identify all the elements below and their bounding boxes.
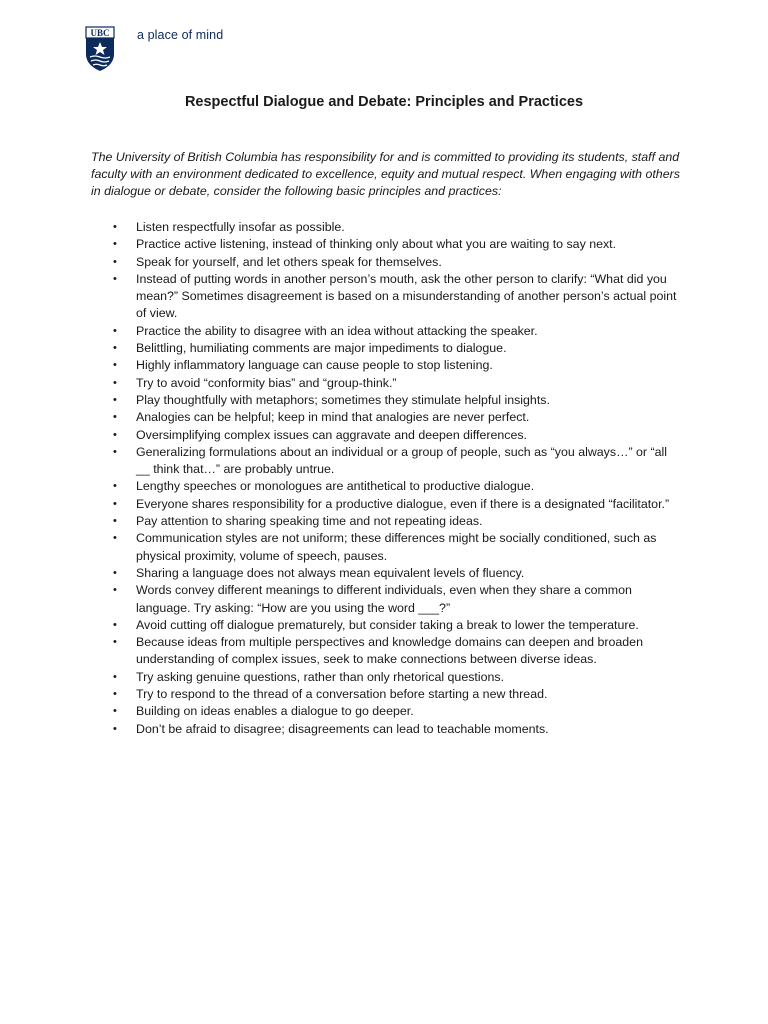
list-item-text: Words convey different meanings to different individuals, even when they share a common language. Try asking: “How are you using the word ___?” (136, 583, 632, 615)
list-item-text: Lengthy speeches or monologues are antithetical to productive dialogue. (136, 479, 535, 494)
list-item-text: Everyone shares responsibility for a productive dialogue, even if there is a designated “facilitator.” (136, 496, 670, 511)
list-item (113, 565, 683, 582)
list-item-text: Practice active listening, instead of thinking only about what you are waiting to say next. (136, 237, 617, 252)
list-item (113, 236, 683, 253)
bullet-icon: • (113, 255, 117, 268)
bullet-icon: • (113, 411, 117, 424)
list-item-text: Analogies can be helpful; keep in mind that analogies are never perfect. (136, 410, 530, 425)
ubc-crest-logo (85, 26, 115, 72)
bullet-icon: • (113, 532, 117, 545)
list-item-text: Sharing a language does not always mean equivalent levels of fluency. (136, 565, 525, 580)
list-item-text: Belittling, humiliating comments are major impediments to dialogue. (136, 341, 507, 356)
intro-paragraph: The University of British Columbia has responsibility for and is committed to providing its students, staff and faculty with an environment dedicated to excellence, equity and mutual respect. When engaging with others in dialogue or debate, consider the following basic principles and practices: (91, 150, 680, 198)
list-item (113, 617, 683, 634)
bullet-icon: • (113, 342, 117, 355)
list-item-text: Because ideas from multiple perspectives and knowledge domains can deepen and broaden understanding of complex issues, seek to make connections between diverse ideas. (136, 635, 643, 667)
list-item-text: Practice the ability to disagree with an idea without attacking the speaker. (136, 323, 538, 338)
list-item (113, 686, 683, 703)
list-item (113, 444, 683, 479)
list-item-text: Try to avoid “conformity bias” and “group-think.” (136, 375, 397, 390)
bullet-icon: • (113, 393, 117, 406)
list-item-text: Try to respond to the thread of a conversation before starting a new thread. (136, 687, 548, 702)
page-header (85, 26, 223, 72)
bullet-icon: • (113, 636, 117, 649)
list-item-text: Don’t be afraid to disagree; disagreements can lead to teachable moments. (136, 721, 549, 736)
list-item (113, 478, 683, 495)
list-item (113, 375, 683, 392)
list-item-text: Play thoughtfully with metaphors; sometimes they stimulate helpful insights. (136, 392, 550, 407)
list-item (113, 513, 683, 530)
ubc-tagline: a place of mind (137, 28, 224, 42)
bullet-icon: • (113, 618, 117, 631)
bullet-icon: • (113, 324, 117, 337)
list-item-text: Oversimplifying complex issues can aggravate and deepen differences. (136, 427, 527, 442)
list-item-text: Generalizing formulations about an individual or a group of people, such as “you always…” or “all __ think that…” are probably untrue. (136, 444, 668, 477)
list-item-text: Building on ideas enables a dialogue to go deeper. (136, 704, 414, 719)
list-item (113, 219, 683, 236)
bullet-icon: • (113, 359, 117, 372)
list-item-text: Communication styles are not uniform; these differences might be socially conditioned, such as physical proximity, volume of speech, pauses. (136, 531, 657, 563)
bullet-icon: • (113, 272, 117, 285)
list-item-text: Pay attention to sharing speaking time and not repeating ideas. (136, 514, 483, 529)
list-item-text: Try asking genuine questions, rather than only rhetorical questions. (136, 669, 505, 684)
list-item (113, 409, 683, 426)
bullet-icon: • (113, 566, 117, 579)
list-item-text: Instead of putting words in another person’s mouth, ask the other person to clarify: “What did you mean?” Sometimes disagreement is based on a misunderstanding of another person’s actual point of view. (136, 271, 677, 321)
list-item (113, 721, 683, 738)
list-item (113, 634, 683, 669)
bullet-icon: • (113, 221, 117, 233)
list-item (113, 340, 683, 357)
list-item-text: Listen respectfully insofar as possible. (136, 220, 345, 234)
bullet-icon: • (113, 705, 117, 718)
list-item-text: Speak for yourself, and let others speak for themselves. (136, 254, 442, 269)
bullet-icon: • (113, 428, 117, 441)
bullet-icon: • (113, 480, 117, 493)
list-item (113, 669, 683, 686)
bullet-icon: • (113, 670, 117, 683)
list-item (113, 392, 683, 409)
list-item-text: Highly inflammatory language can cause people to stop listening. (136, 358, 493, 373)
document-title: Respectful Dialogue and Debate: Principles and Practices (184, 94, 584, 110)
bullet-icon: • (113, 515, 117, 528)
bullet-icon: • (113, 445, 117, 458)
list-item (113, 582, 683, 617)
list-item (113, 357, 683, 374)
list-item (113, 427, 683, 444)
list-item-text: Avoid cutting off dialogue prematurely, but consider taking a break to lower the temperature. (136, 617, 639, 632)
list-item (113, 323, 683, 340)
list-item (113, 703, 683, 720)
bullet-icon: • (113, 584, 117, 597)
list-item (113, 254, 683, 271)
bullet-icon: • (113, 722, 117, 735)
bullet-icon: • (113, 497, 117, 510)
list-item (113, 271, 683, 323)
list-item (113, 496, 683, 513)
list-item (113, 530, 683, 565)
logo-text: UBC (90, 28, 110, 38)
bullet-icon: • (113, 238, 117, 251)
bullet-icon: • (113, 376, 117, 389)
principles-list (113, 219, 683, 738)
bullet-icon: • (113, 688, 117, 701)
